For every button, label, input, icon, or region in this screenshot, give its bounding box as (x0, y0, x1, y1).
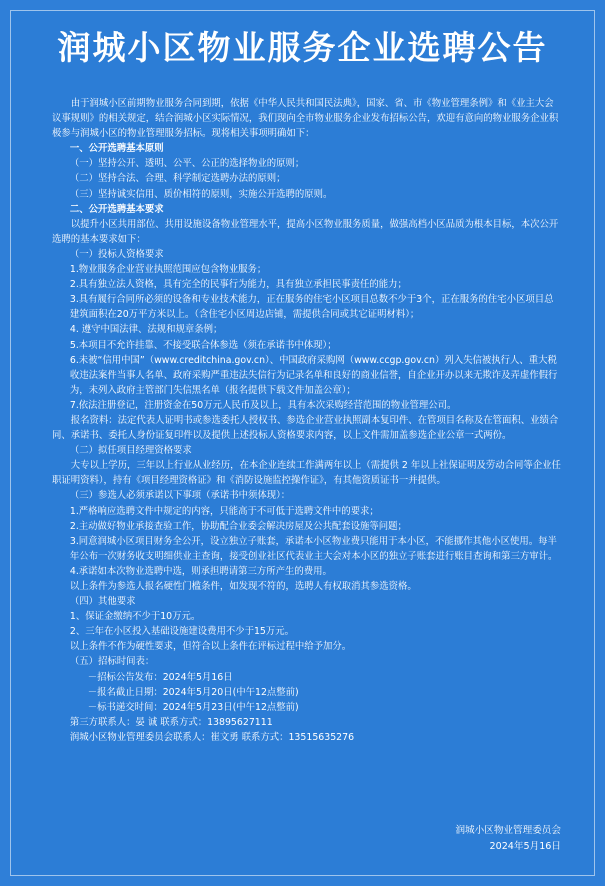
registration-materials: 报名资料：法定代表人证明书或参选委托人授权书、参选企业营业执照副本复印件、在管项目名称及在管面积、业绩合同、承诺书、委托人身份证复印件以及提供上述投标人资格要求内容，以上文件需加盖参选企业公章一式两份。 (52, 414, 559, 442)
contact-line: 第三方联系人：晏 诚 联系方式：13895627111 (69, 716, 273, 728)
commitment-item: 2.主动做好物业承接查验工作，协助配合业委会解决房屋及公共配套设施等问题； (69, 520, 407, 532)
subsection-heading: （一）投标人资格要求 (69, 248, 164, 260)
notice-body (52, 96, 561, 745)
schedule-item: －报名截止日期：2024年5月20日(中午12点整前) (87, 686, 299, 698)
issue-date: 2024年5月16日 (489, 841, 561, 852)
requirement-item: 2.具有独立法人资格，具有完全的民事行为能力，具有独立承担民事责任的能力； (69, 279, 407, 291)
principle-item: （一）坚持公开、透明、公平、公正的选择物业的原则； (69, 158, 305, 170)
signature-block (455, 823, 561, 855)
contact-line: 润城小区物业管理委员会联系人：崔文勇 联系方式：13515635276 (69, 731, 355, 743)
subsection-heading: （四）其他要求 (69, 596, 136, 608)
other-requirement: 1、保证金缴纳不少于10万元。 (69, 611, 201, 623)
section-1-heading: 一、公开选聘基本原则 (69, 143, 164, 155)
subsection-heading: （二）拟任项目经理资格要求 (69, 445, 192, 457)
commitment-item: 3.同意润城小区项目财务全公开，设立独立子账套，承诺本小区物业费只能用于本小区，不能挪作其他小区使用。每半年公布一次财务收支明细供业主查询，接受创业社区代表业主大会对本小区的独立子账套进行账目查询和第三方审计。 (69, 535, 558, 562)
other-requirement: 2、三年在小区投入基础设施建设费用不少于15万元。 (69, 626, 295, 638)
requirement-item: 1.物业服务企业营业执照范围应包含物业服务； (69, 264, 267, 276)
schedule-item: －标书递交时间：2024年5月23日(中午12点整前) (87, 701, 299, 713)
requirement-item: 3.具有履行合同所必须的设备和专业技术能力，正在服务的住宅小区项目总数不少于3个，正在服务的住宅小区项目总建筑面积在20万平方米以上。（含住宅小区周边店铺，需提供合同或其它证明材料）； (69, 294, 554, 321)
subsection-heading: （三）参选人必须承诺以下事项（承诺书中须体现）： (69, 490, 291, 502)
commitment-item: 4.承诺如本次物业选聘中选，则承担聘请第三方所产生的费用。 (69, 565, 332, 577)
requirement-item: 4. 遵守中国法律、法规和规章条例； (69, 324, 223, 336)
commitment-item: 1.严格响应选聘文件中规定的内容，只能高于不可低于选聘文件中的要求； (69, 505, 379, 517)
issuer-name: 润城小区物业管理委员会 (455, 825, 561, 836)
schedule-item: －招标公告发布：2024年5月16日 (87, 671, 233, 683)
qualification-note: 以上条件为参选人报名硬性门槛条件，如发现不符的，选聘人有权取消其参选资格。 (69, 581, 417, 592)
section-2-heading: 二、公开选聘基本要求 (69, 203, 164, 215)
subsection-heading: （五）招标时间表： (69, 656, 155, 668)
section-2-intro: 以提升小区共用部位、共用设施设备物业管理水平，提高小区物业服务质量，做强高档小区品质为根本目标，本次公开选聘的基本要求如下： (52, 218, 559, 245)
principle-item: （二）坚持合法、合理、科学制定选聘办法的原则； (69, 173, 286, 185)
bonus-note: 以上条件不作为硬性要求，但符合以上条件在评标过程中给予加分。 (69, 641, 352, 653)
project-manager-requirements: 大专以上学历，三年以上行业从业经历，在本企业连续工作满两年以上（需提供 2 年以上社保证明及劳动合同等企业任职证明资料），持有《项目经理资格证》和《消防设施监控操作证》，有其他资质证书一并提供。 (52, 460, 561, 487)
intro-paragraph: 由于润城小区前期物业服务合同到期，依据《中华人民共和国民法典》，国家、省、市《物业管理条例》和《业主大会议事规则》的相关规定，结合润城小区实际情况，我们现向全市物业服务企业发布招标公告，欢迎有意向的物业服务企业积极参与润城小区的物业管理服务招标。现将相关事项明确如下： (52, 98, 559, 140)
principle-item: （三）坚持诚实信用、质价相符的原则，实施公开选聘的原则。 (69, 188, 333, 200)
page-title: 润城小区物业服务企业选聘公告 (57, 28, 548, 67)
requirement-item: 5.本项目不允许挂靠、不接受联合体参选（须在承诺书中体现）； (69, 339, 337, 351)
requirement-item: 7.依法注册登记，注册资金在50万元人民币及以上，具有本次采购经营范围的物业管理公司。 (69, 399, 457, 411)
requirement-item: 6.未被“信用中国”（www.creditchina.gov.cn）、中国政府采购网（www.ccgp.gov.cn）列入失信被执行人、重大税收违法案件当事人名单、政府采购严重违法失信行为记录名单和良好的商业信誉，自企业开办以来无欺诈及弄虚作假行为，未列入政府主管部门失信黑名单（报名提供下载文件加盖公章）； (69, 354, 558, 396)
